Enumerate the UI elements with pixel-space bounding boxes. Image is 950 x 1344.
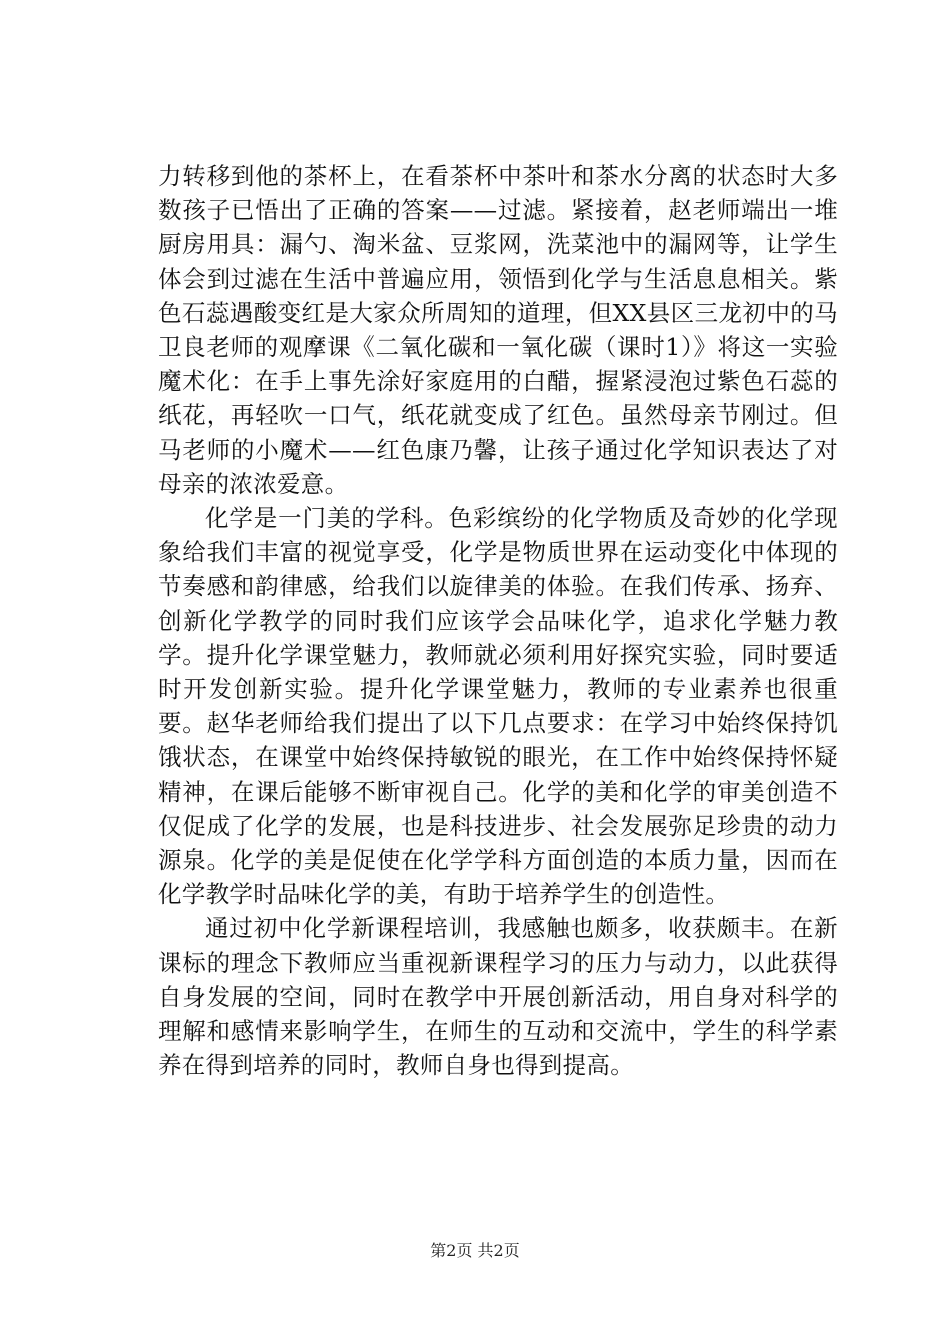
paragraph-3: 通过初中化学新课程培训，我感触也颇多，收获颇丰。在新课标的理念下教师应当重视新课程学习的压力与动力，以此获得自身发展的空间，同时在教学中开展创新活动，用自身对科学的理解和感情来影响学生，在师生的互动和交流中，学生的科学素养在得到培养的同时，教师自身也得到提高。 [158,914,838,1080]
page-footer: 第2页 共2页 [430,1241,520,1260]
paragraph-2: 化学是一门美的学科。色彩缤纷的化学物质及奇妙的化学现象给我们丰富的视觉享受，化学是物质世界在运动变化中体现的节奏感和韵律感，给我们以旋律美的体验。在我们传承、扬弃、创新化学教学的同时我们应该学会品味化学，追求化学魅力教学。提升化学课堂魅力，教师就必须利用好探究实验，同时要适时开发创新实验。提升化学课堂魅力，教师的专业素养也很重要。赵华老师给我们提出了以下几点要求：在学习中始终保持饥饿状态，在课堂中始终保持敏锐的眼光，在工作中始终保持怀疑精神，在课后能够不断审视自己。化学的美和化学的审美创造不仅促成了化学的发展，也是科技进步、社会发展弥足珍贵的动力源泉。化学的美是促使在化学学科方面创造的本质力量，因而在化学教学时品味化学的美，有助于培养学生的创造性。 [158,504,838,909]
document-body [158,159,838,1082]
paragraph-1: 力转移到他的茶杯上，在看茶杯中茶叶和茶水分离的状态时大多数孩子已悟出了正确的答案——过滤。紧接着，赵老师端出一堆厨房用具：漏勺、淘米盆、豆浆网，洗菜池中的漏网等，让学生体会到过滤在生活中普遍应用，领悟到化学与生活息息相关。紫色石蕊遇酸变红是大家众所周知的道理，但XX县区三龙初中的马卫良老师的观摩课《二氧化碳和一氧化碳（课时1）》将这一实验魔术化：在手上事先涂好家庭用的白醋，握紧浸泡过紫色石蕊的纸花，再轻吹一口气，纸花就变成了红色。虽然母亲节刚过。但马老师的小魔术——红色康乃馨，让孩子通过化学知识表达了对母亲的浓浓爱意。 [158,162,838,498]
